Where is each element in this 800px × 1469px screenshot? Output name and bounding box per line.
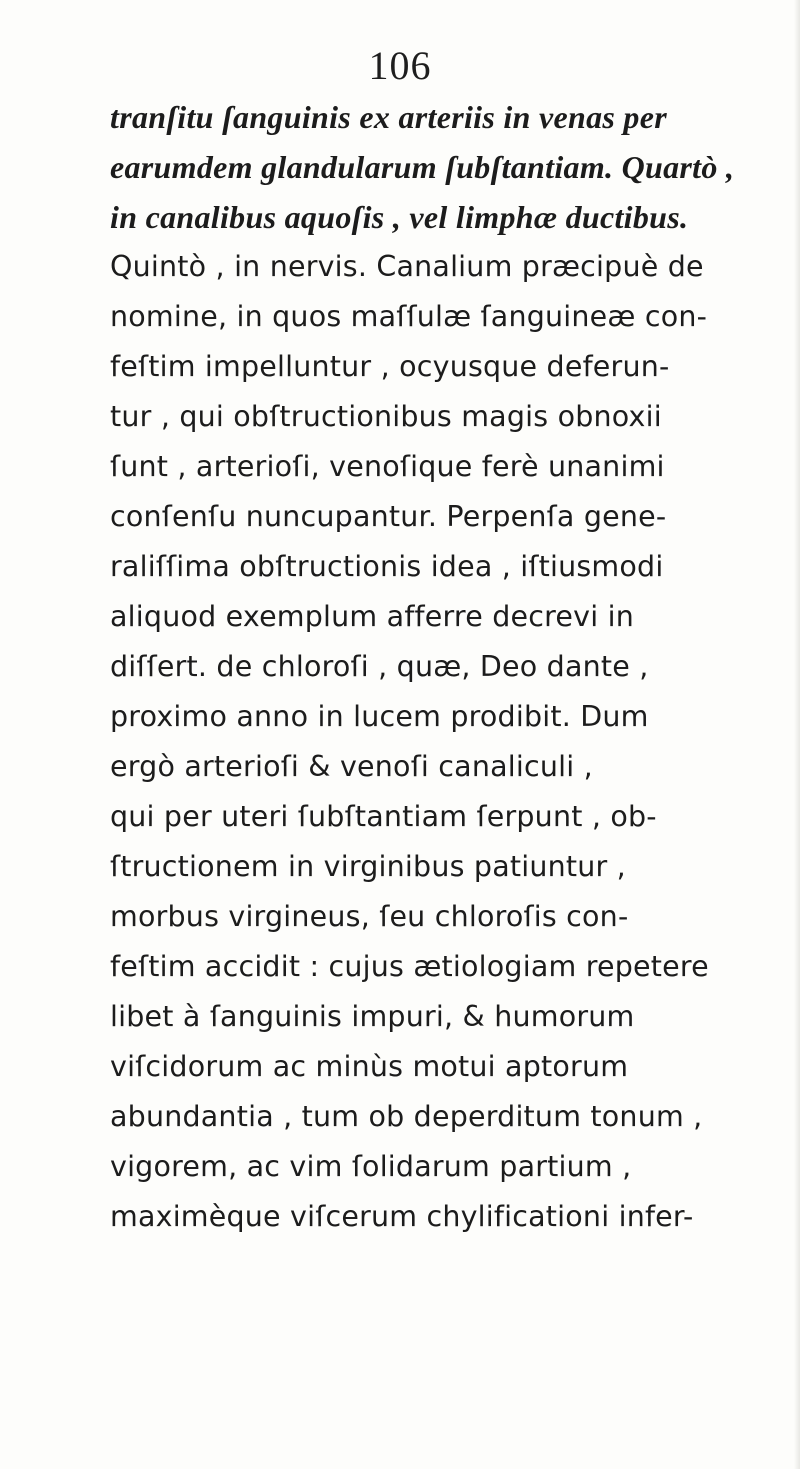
text-line: abundantia , tum ob deperditum tonum , (110, 1100, 703, 1133)
text-line: libet à ſanguinis impuri, & humorum (110, 1000, 635, 1033)
text-line: raliſſima obſtructionis idea , iſtiusmodi (110, 550, 664, 583)
text-line: nomine, in quos maſſulæ ſanguineæ con- (110, 300, 708, 333)
text-line: earumdem glandularum ſubſtantiam. Quartò , (110, 149, 735, 185)
text-line: in canalibus aquoſis , vel limphæ ductibus. (110, 199, 689, 235)
text-line: ſunt , arterioſi, venoſique ferè unanimi (110, 450, 665, 483)
text-line: aliquod exemplum afferre decrevi in (110, 600, 634, 633)
text-line: morbus virgineus, ſeu chloroſis con- (110, 900, 629, 933)
page-number: 106 (368, 43, 432, 88)
text-line: feſtim accidit : cujus ætiologiam repetere (110, 950, 709, 983)
text-line: vigorem, ac vim ſolidarum partium , (110, 1150, 632, 1183)
text-line: tur , qui obſtructionibus magis obnoxii (110, 400, 662, 433)
text-line: ergò arterioſi & venoſi canaliculi , (110, 750, 593, 783)
text-line: Quintò , in nervis. Canalium præcipuè de (110, 250, 704, 283)
body-text (110, 92, 795, 1242)
text-line: qui per uteri ſubſtantiam ſerpunt , ob- (110, 800, 657, 833)
text-line: ſtructionem in virginibus patiuntur , (110, 850, 626, 883)
text-line: viſcidorum ac minùs motui aptorum (110, 1050, 629, 1083)
text-line: proximo anno in lucem prodibit. Dum (110, 700, 649, 733)
text-line: conſenſu nuncupantur. Perpenſa gene- (110, 500, 667, 533)
page-edge-shadow (794, 0, 800, 1469)
text-line: maximèque viſcerum chylificationi infer- (110, 1200, 694, 1233)
text-line: diſſert. de chloroſi , quæ, Deo dante , (110, 650, 649, 683)
text-line: tranſitu ſanguinis ex arteriis in venas per (110, 99, 667, 135)
text-line: feſtim impelluntur , ocyusque deferun- (110, 350, 670, 383)
